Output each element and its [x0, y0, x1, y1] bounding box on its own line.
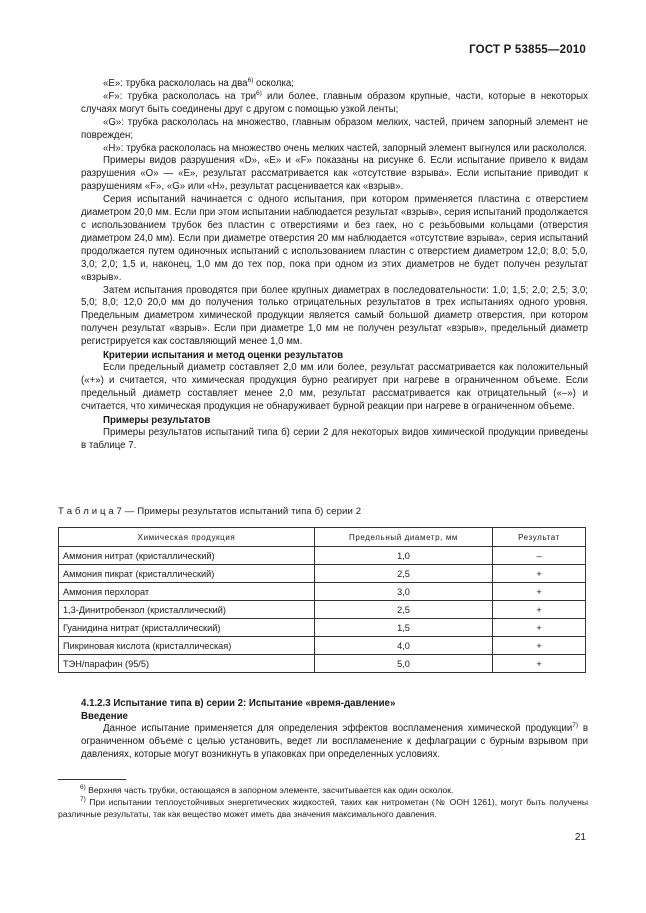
cell-product: Аммония перхлорат: [59, 583, 315, 601]
cell-result: +: [493, 655, 586, 673]
footnotes: [58, 784, 588, 820]
cell-diameter: 2,5: [315, 601, 493, 619]
cell-product: Пикриновая кислота (кристаллическая): [59, 637, 315, 655]
table-row: [59, 619, 586, 637]
table-row: [59, 655, 586, 673]
body-text: [81, 78, 588, 452]
intro-heading: Введение: [81, 711, 128, 722]
cell-result: +: [493, 619, 586, 637]
footnote-separator: [58, 779, 126, 780]
cell-diameter: 1,0: [315, 547, 493, 565]
paragraph-e: «E»: трубка раскололась на два$^{6)}$ осколка;: [103, 77, 294, 89]
footnote-6: $^{6)}$ Верхняя часть трубки, остающаяся в запорном элементе, засчитывается как один осколок.: [80, 784, 454, 795]
section-4-1-2-3: [81, 697, 588, 762]
cell-product: Аммония пикрат (кристаллический): [59, 565, 315, 583]
column-header-result: Результат: [493, 528, 586, 547]
cell-product: Гуанидина нитрат (кристаллический): [59, 619, 315, 637]
table-row: [59, 565, 586, 583]
paragraph-g: «G»: трубка раскололась на множество, главным образом мелких, частей, причем запорный элемент не поврежден;: [81, 116, 588, 141]
criteria-heading: Критерии испытания и метод оценки результатов: [103, 350, 344, 362]
results-table: [58, 527, 586, 673]
cell-result: +: [493, 637, 586, 655]
page-number: 21: [574, 832, 586, 843]
paragraph-criteria: Если предельный диаметр составляет 2,0 мм или более, результат рассматривается как положительный («+») и считается, что химическая продукция бурно реагирует при нагреве в ограниченном объеме. Если предельный диаметр составляет менее 2,0 мм, результат рассматривается как отрицательный («–») и считается, что химическая продукция не обнаруживает бурной реакции при нагреве в ограниченном объеме.: [81, 362, 588, 412]
paragraph-series: Серия испытаний начинается с одного испытания, при котором применяется пластина с отверстием диаметром 20,0 мм. Если при этом испытании наблюдается результат «взрыв», серия испытаний продолжается с использованием трубок без пластин с отверстиями и без гаек, но с резьбовыми кольцами (отверстия диаметром 24,0 мм). Если при диаметре отверстия 20 мм наблюдается «отсутствие взрыва», серия испытаний продолжается путем одиночных испытаний с использованием пластин с отверстием диаметром 12,0; 8,0; 5,0, 3,0; 2,0; 1,5 и, наконец, 1,0 мм до тех пор, пока при одном из этих диаметров не будет получен результат «взрыв».: [81, 194, 588, 283]
column-header-diameter: Предельный диаметр, мм: [315, 528, 493, 547]
column-header-product: Химическая продукция: [59, 528, 315, 547]
table-caption: Т а б л и ц а 7 — Примеры результатов испытаний типа б) серии 2: [58, 506, 362, 517]
cell-product: ТЭН/парафин (95/5): [59, 655, 315, 673]
cell-result: +: [493, 565, 586, 583]
cell-diameter: 3,0: [315, 583, 493, 601]
cell-product: 1,3-Динитробензол (кристаллический): [59, 601, 315, 619]
cell-result: +: [493, 583, 586, 601]
paragraph-examples-views: Примеры видов разрушения «D», «E» и «F» показаны на рисунке 6. Если испытание привело к видам разрушения «O» — «E», результат рассматривается как «отсутствие взрыва». Если испытание приводит к разрушениям «F», «G» или «H», результат расценивается как «взрыв».: [81, 155, 588, 193]
cell-diameter: 1,5: [315, 619, 493, 637]
paragraph-f: «F»: трубка раскололась на три$^{6)}$ или более, главным образом крупные, части, которые в некоторых случаях могут быть соединены друг с другом с помощью узкой ленты;: [81, 89, 588, 115]
cell-result: –: [493, 547, 586, 565]
table-row: [59, 547, 586, 565]
cell-product: Аммония нитрат (кристаллический): [59, 547, 315, 565]
cell-diameter: 2,5: [315, 565, 493, 583]
cell-diameter: 4,0: [315, 637, 493, 655]
section-title: 4.1.2.3 Испытание типа в) серии 2: Испытание «время-давление»: [81, 698, 396, 709]
footnote-7: $^{7)}$ При испытании теплоустойчивых энергетических жидкостей, таких как нитрометан (№ ООН 1261), могут быть получены различные результаты, так как вещество может иметь два значения максимального давления.: [58, 796, 588, 819]
table-row: [59, 637, 586, 655]
standard-header: ГОСТ Р 53855—2010: [469, 44, 586, 56]
cell-result: +: [493, 601, 586, 619]
table-row: [59, 583, 586, 601]
paragraph-examples-text: Примеры результатов испытаний типа б) серии 2 для некоторых видов химической продукции приведены в таблице 7.: [81, 426, 588, 451]
table-row: [59, 601, 586, 619]
table-header-row: [59, 528, 586, 547]
paragraph-intro: Данное испытание применяется для определения эффектов воспламенения химической продукции$^{7)}$ в ограниченном объеме с целью установить, ведет ли воспламенение к дефлаграции с бурным взрывом при давлениях, которые могут возникнуть в упаковках при определенных условиях.: [81, 722, 589, 760]
cell-diameter: 5,0: [315, 655, 493, 673]
examples-heading: Примеры результатов: [103, 414, 211, 426]
paragraph-h: «H»: трубка раскололась на множество очень мелких частей, запорный элемент выгнулся или раскололся.: [103, 142, 587, 154]
paragraph-then: Затем испытания проводятся при более крупных диаметрах в последовательности: 1,0; 1,5; 2,0; 2,5; 3,0; 5,0; 8,0; 12,0 20,0 мм до получения только отрицательных результатов в трех испытаниях одного уровня. Предельным диаметром химической продукции является самый большой диаметр отверстия, при котором получен результат «взрыв». Если при диаметре 1,0 мм не получен результат «взрыв», предельный диаметр регистрируется как составляющий менее 1,0 мм.: [81, 284, 588, 348]
